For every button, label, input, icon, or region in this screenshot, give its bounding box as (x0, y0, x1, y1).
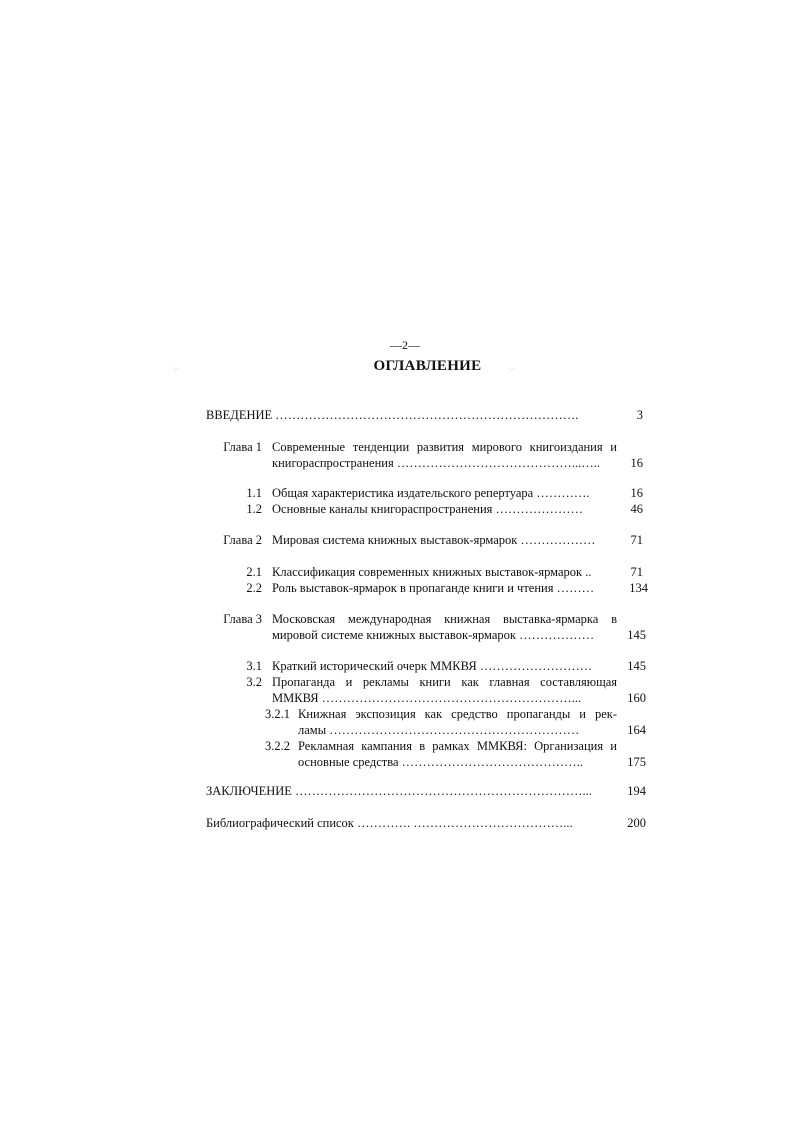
entry-label: 1.1 (246, 486, 262, 500)
scan-speck: ·.· (508, 365, 515, 373)
entry-label: 3.2 (246, 675, 262, 689)
entry-text: Краткий исторический очерк ММКВЯ ……………………… (272, 659, 593, 673)
entry-text-line1: Рекламная кампания в рамках ММКВЯ: Организация и (298, 739, 617, 753)
entry-text: ВВЕДЕНИЕ ………………………………………………………………. (206, 408, 579, 422)
entry-page: 175 (627, 755, 646, 769)
entry-text-line2: ММКВЯ ……………………………………………………... (272, 691, 582, 705)
entry-page: 194 (627, 784, 646, 798)
entry-page: 164 (627, 723, 646, 737)
entry-text: Классификация современных книжных выставок-ярмарок .. (272, 565, 592, 579)
entry-page: 71 (630, 533, 643, 547)
entry-text: ЗАКЛЮЧЕНИЕ ……………………………………………………………... (206, 784, 592, 798)
entry-text-line1: Пропаганда и рекламы книги как главная составляющая (272, 675, 617, 689)
entry-page: 3 (636, 408, 643, 422)
entry-text-line2: основные средства …………………………………….. (298, 755, 583, 769)
entry-label: 1.2 (246, 502, 262, 516)
entry-label: 2.1 (246, 565, 262, 579)
entry-text: Общая характеристика издательского репертуара …………. (272, 486, 590, 500)
entry-page: 145 (627, 659, 646, 673)
entry-text-line1: Современные тенденции развития мирового книгоиздания и (272, 440, 617, 454)
entry-page: 16 (630, 486, 643, 500)
entry-label: 3.1 (246, 659, 262, 673)
entry-text: Основные каналы книгораспространения ………………… (272, 502, 584, 516)
entry-page: 145 (627, 628, 646, 642)
entry-text: Библиографический список …………. ………………………………... (206, 816, 573, 830)
entry-label: 3.2.2 (265, 739, 290, 753)
entry-text: Мировая система книжных выставок-ярмарок ……………… (272, 533, 596, 547)
entry-label: 2.2 (246, 581, 262, 595)
scan-speck: ·:· (172, 365, 179, 373)
entry-text-line2: ламы …………………………………………………… (298, 723, 580, 737)
entry-label: Глава 2 (223, 533, 262, 547)
page-title: ОГЛАВЛЕНИЕ (373, 358, 482, 374)
entry-text: Роль выставок-ярмарок в пропаганде книги и чтения ……… (272, 581, 595, 595)
entry-label: 3.2.1 (265, 707, 290, 721)
entry-label: Глава 1 (223, 440, 262, 454)
entry-page: 46 (630, 502, 643, 516)
entry-text-line2: мировой системе книжных выставок-ярмарок ……………… (272, 628, 595, 642)
entry-page: 71 (630, 565, 643, 579)
entry-page: 16 (630, 456, 643, 470)
entry-text-line1: Московская международная книжная выставка-ярмарка в (272, 612, 617, 626)
entry-text-line2: книгораспространения ……………………………………...….. (272, 456, 600, 470)
entry-page: 160 (627, 691, 646, 705)
entry-page: 134 (629, 581, 648, 595)
entry-text-line1: Книжная экспозиция как средство пропаганды и рек- (298, 707, 617, 721)
page-number: —2— (390, 338, 420, 352)
entry-label: Глава 3 (223, 612, 262, 626)
entry-page: 200 (627, 816, 646, 830)
